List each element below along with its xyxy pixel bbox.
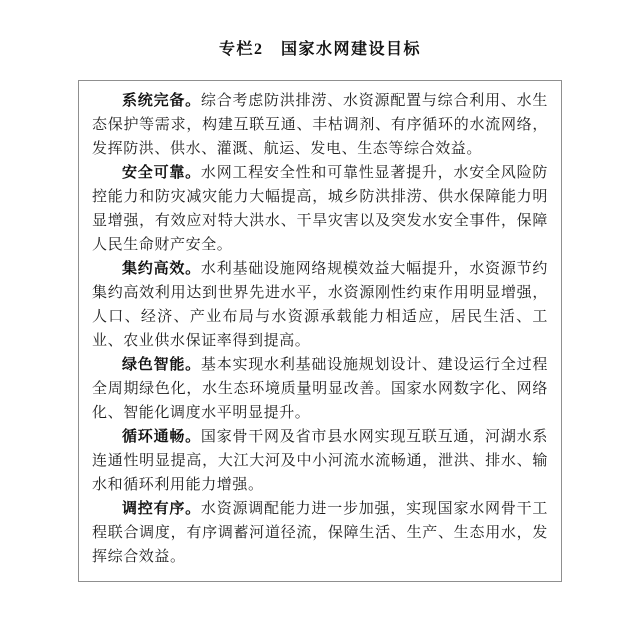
paragraph-body: 国家骨干网及省市县水网实现互联互通，河湖水系连通性明显提高，大江大河及中小河流水流畅通，泄洪、排水、输水和循环利用能力增强。 [92,429,548,493]
paragraph-body: 水利基础设施网络规模效益大幅提升，水资源节约集约高效利用达到世界先进水平，水资源刚性约束作用明显增强，人口、经济、产业布局与水资源承载能力相适应，居民生活、工业、农业供水保证率得到提高。 [92,261,548,349]
paragraph-body: 综合考虑防洪排涝、水资源配置与综合利用、水生态保护等需求，构建互联互通、丰枯调剂、有序循环的水流网络，发挥防洪、供水、灌溉、航运、发电、生态等综合效益。 [92,93,548,157]
paragraph-intensive-efficient [92,257,548,353]
paragraph-lead: 调控有序。 [122,501,201,517]
goals-box [78,80,562,582]
page-title: 专栏2 国家水网建设目标 [218,41,421,58]
paragraph-lead: 绿色智能。 [122,357,201,373]
paragraph-lead: 循环通畅。 [122,429,201,445]
paragraph-orderly-regulation [92,497,548,569]
paragraph-green-smart [92,353,548,425]
paragraph-system-complete [92,89,548,161]
paragraph-body: 基本实现水利基础设施规划设计、建设运行全过程全周期绿色化，水生态环境质量明显改善。国家水网数字化、网络化、智能化调度水平明显提升。 [92,357,548,421]
paragraph-circulation-smooth [92,425,548,497]
paragraph-lead: 系统完备。 [122,93,201,109]
paragraph-lead: 安全可靠。 [122,165,201,181]
paragraph-safe-reliable [92,161,548,257]
paragraph-body: 水网工程安全性和可靠性显著提升，水安全风险防控能力和防灾减灾能力大幅提高，城乡防洪排涝、供水保障能力明显增强，有效应对特大洪水、干旱灾害以及突发水安全事件，保障人民生命财产安全。 [92,165,548,253]
paragraph-lead: 集约高效。 [122,261,201,277]
paragraph-body: 水资源调配能力进一步加强，实现国家水网骨干工程联合调度，有序调蓄河道径流，保障生活、生产、生态用水，发挥综合效益。 [92,501,548,565]
